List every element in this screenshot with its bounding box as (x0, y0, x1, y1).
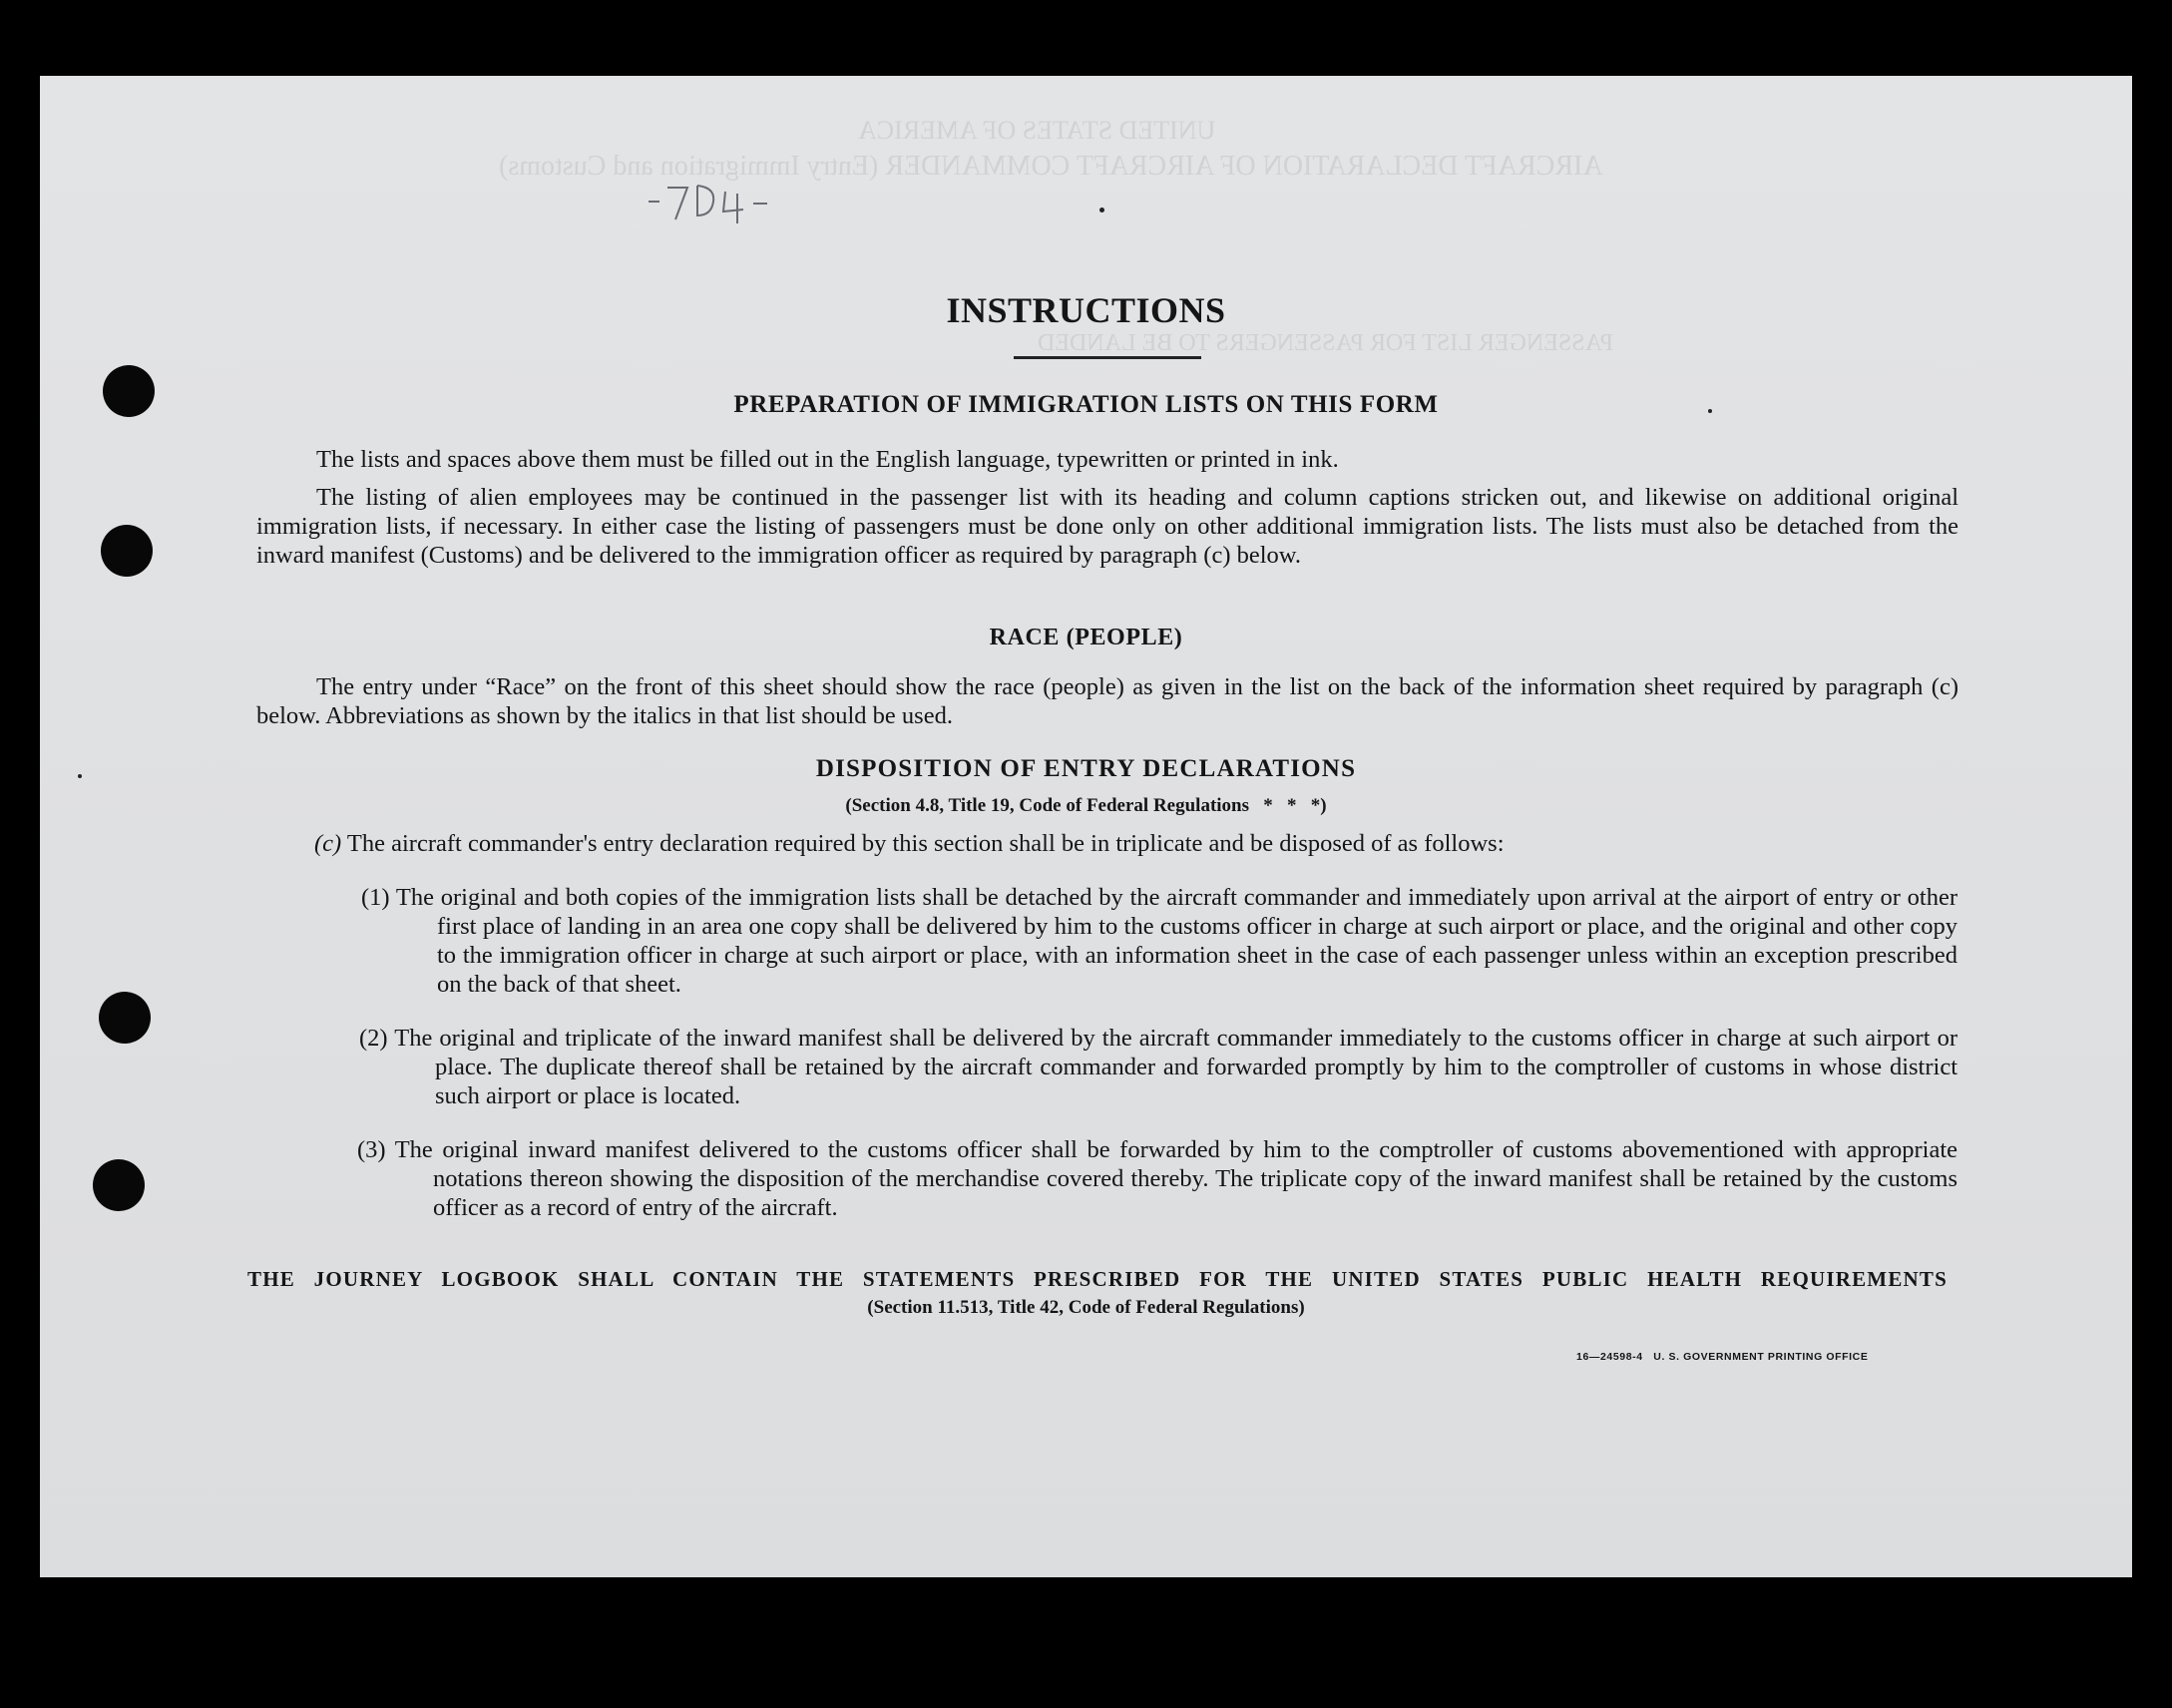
list-item-text: The original inward manifest delivered to the customs officer shall be forwarded by him to the comptroller of customs abovementioned with appropriate notations thereon showing the disposition of the merchandise covered thereby. The triplicate copy of the inward manifest shall be retained by the customs officer as a record of entry of the aircraft. (394, 1136, 1958, 1221)
binder-hole (99, 992, 151, 1044)
list-item (357, 1135, 1957, 1222)
page-title: INSTRUCTIONS (946, 290, 1226, 330)
handwritten-mark (644, 180, 773, 229)
binder-hole (101, 525, 153, 577)
section-heading-disposition: DISPOSITION OF ENTRY DECLARATIONS (815, 755, 1357, 782)
section-subheading-disposition: (Section 4.8, Title 19, Code of Federal Regulations * * *) (845, 795, 1327, 816)
paragraph-label: (c) (314, 830, 342, 857)
section-heading-race: RACE (PEOPLE) (989, 625, 1183, 650)
title-underline (1014, 356, 1201, 359)
footer-subheading: (Section 11.513, Title 42, Code of Federal Regulations) (867, 1297, 1305, 1318)
bleed-through-text: PASSENGER LIST FOR PASSENGERS TO BE LANDED (1038, 330, 1614, 356)
binder-hole (93, 1159, 145, 1211)
list-item-text: The original and triplicate of the inward manifest shall be delivered by the aircraft commander immediately to the customs officer in charge at such airport or place. The duplicate thereof shall be retained by the aircraft commander and forwarded promptly by him to the comptroller of customs in whose district such airport or place is located. (394, 1025, 1957, 1109)
paragraph-preparation-2: The listing of alien employees may be continued in the passenger list with its heading and column captions stricken out, and likewise on additional original immigration lists, if necessary. In either case the listing of passengers must be done only on other additional immigration lists. The lists must also be detached from the inward manifest (Customs) and be delivered to the immigration officer as required by paragraph (c) below. (256, 484, 1958, 569)
footer-heading: THE JOURNEY LOGBOOK SHALL CONTAIN THE STATEMENTS PRESCRIBED FOR THE UNITED STATES PUBLIC HEALTH REQUIREMENTS (247, 1267, 1948, 1291)
list-item-label: (3) (357, 1136, 386, 1163)
paragraph-text: The aircraft commander's entry declaration required by this section shall be in triplicate and be disposed of as follows: (346, 830, 1505, 857)
list-item-label: (2) (359, 1025, 388, 1052)
section-heading-preparation: PREPARATION OF IMMIGRATION LISTS ON THIS FORM (733, 391, 1439, 418)
list-item (361, 883, 1957, 999)
bleed-through-text: UNITED STATES OF AMERICA (858, 116, 1216, 145)
printer-imprint: 16—24598-4 U. S. GOVERNMENT PRINTING OFFICE (1576, 1351, 1869, 1363)
paragraph-race: The entry under “Race” on the front of this sheet should show the race (people) as given in the list on the back of the information sheet required by paragraph (c) below. Abbreviations as shown by the italics in that list should be used. (256, 673, 1958, 729)
paragraph-preparation-1: The lists and spaces above them must be filled out in the English language, typewritten or printed in ink. (316, 446, 1339, 473)
bleed-through-text: AIRCRAFT DECLARATION OF AIRCRAFT COMMANDER (Entry Immigration and Customs) (499, 151, 1603, 182)
list-item-text: The original and both copies of the immigration lists shall be detached by the aircraft commander and immediately upon arrival at the airport of entry or other first place of landing in an area one copy shall be delivered by him to the customs officer in charge at such airport or place, and the original and other copy to the immigration officer in charge at such airport or place, with an information sheet in the case of each passenger unless within an exception prescribed on the back of that sheet. (395, 884, 1957, 998)
dust-speck (1099, 208, 1104, 213)
paragraph-c-intro (314, 829, 1931, 858)
list-item-label: (1) (361, 884, 390, 911)
list-item (359, 1024, 1957, 1110)
